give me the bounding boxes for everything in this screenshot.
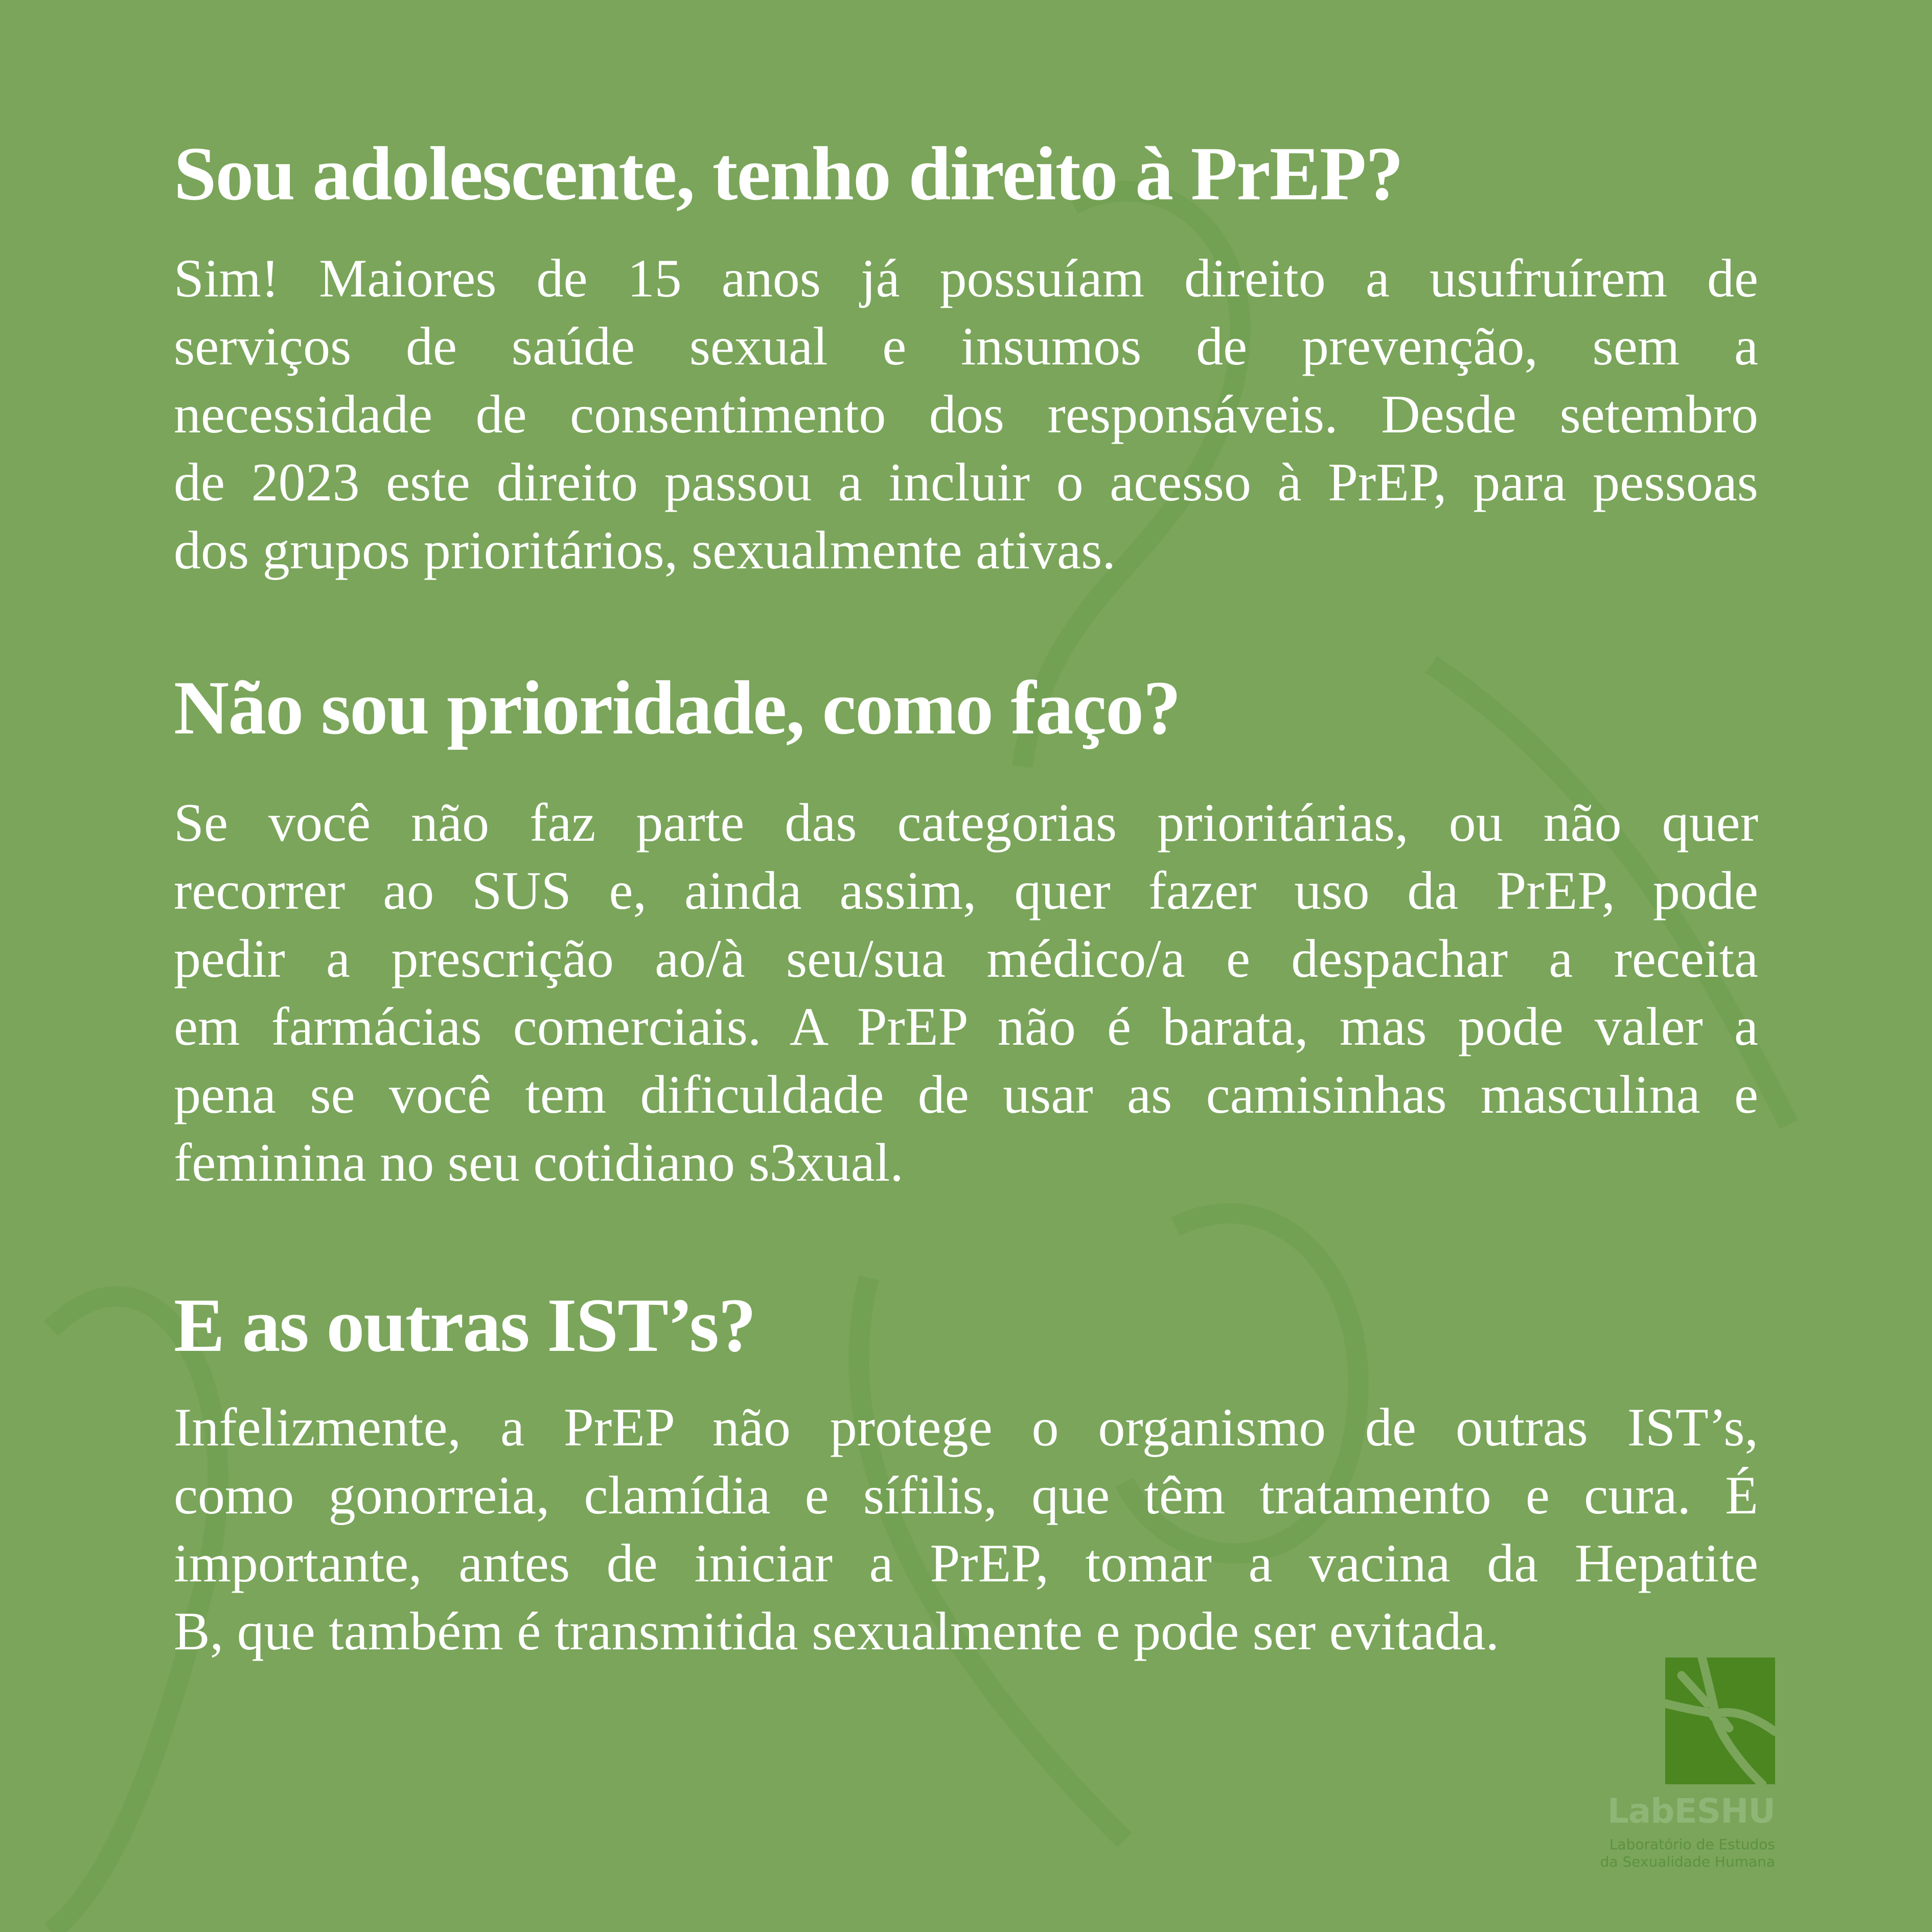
text-line: B, que também é transmitida sexualmente e pode ser evitada. [174,1601,1500,1661]
text-line: em farmácias comerciais. A PrEP não é barata, mas pode valer a [174,997,1758,1056]
text-line: dos grupos prioritários, sexualmente ativas. [174,520,1116,580]
text-line: necessidade de consentimento dos responsáveis. Desde setembro [174,384,1758,444]
labeshu-logo-icon [1665,1658,1775,1784]
heading-other-stis: E as outras IST’s? [174,1283,755,1368]
text-line: feminina no seu cotidiano s3xual. [174,1133,904,1192]
paragraph-not-priority [174,789,1758,1197]
logo-subtitle-line: Laboratório de Estudos [1609,1836,1775,1853]
text-line: pedir a prescrição ao/à seu/sua médico/a e despachar a receita [174,929,1758,988]
text-line: Se você não faz parte das categorias prioritárias, ou não quer [174,793,1758,853]
text-line: como gonorreia, clamídia e sífilis, que têm tratamento e cura. É [174,1465,1758,1525]
paragraph-other-stis [174,1393,1758,1665]
text-line: Infelizmente, a PrEP não protege o organismo de outras IST’s, [174,1397,1758,1457]
logo-subtitle [1600,1836,1775,1871]
heading-adolescent-rights: Sou adolescente, tenho direito à PrEP? [174,131,1403,216]
logo-name: LabESHU [1607,1791,1775,1831]
text-line: importante, antes de iniciar a PrEP, tomar a vacina da Hepatite [174,1533,1758,1593]
heading-not-priority: Não sou prioridade, como faço? [174,665,1181,750]
text-line: serviços de saúde sexual e insumos de prevenção, sem a [174,316,1758,376]
text-line: de 2023 este direito passou a incluir o acesso à PrEP, para pessoas [174,452,1758,512]
paragraph-adolescent-rights [174,244,1758,584]
text-line: pena se você tem dificuldade de usar as camisinhas masculina e [174,1065,1758,1124]
text-line: recorrer ao SUS e, ainda assim, quer fazer uso da PrEP, pode [174,861,1758,921]
text-line: Sim! Maiores de 15 anos já possuíam direito a usufruírem de [174,248,1758,308]
logo-subtitle-line: da Sexualidade Humana [1600,1853,1775,1870]
